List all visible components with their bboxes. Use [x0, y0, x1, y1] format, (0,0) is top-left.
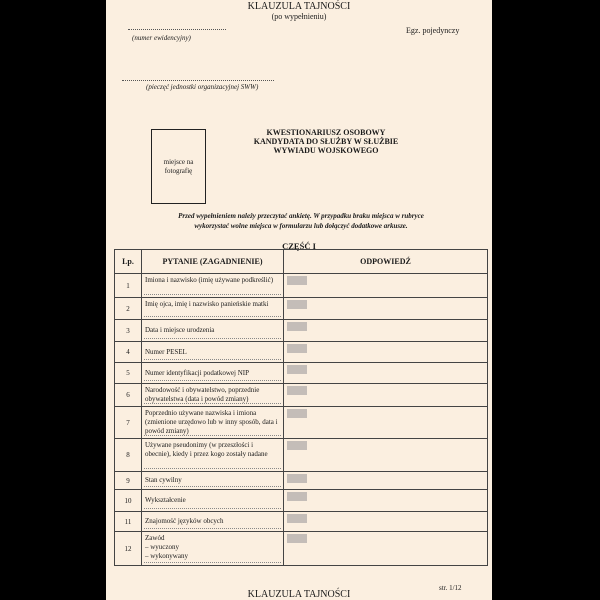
- question-dotted-line: [144, 435, 281, 436]
- answer-cell[interactable]: [284, 439, 488, 472]
- row-number: 10: [115, 490, 142, 512]
- part-title: CZĘŚĆ I: [282, 241, 316, 251]
- answer-field[interactable]: [287, 409, 307, 418]
- row-number: 1: [115, 274, 142, 298]
- question-text: Narodowość i obywatelstwo, poprzednie obywatelstwa (data i powód zmiany): [145, 386, 260, 403]
- classification-header: KLAUZULA TAJNOŚCI: [247, 1, 351, 12]
- answer-field[interactable]: [287, 441, 307, 450]
- question-dotted-line: [144, 486, 281, 487]
- answer-field[interactable]: [287, 492, 307, 501]
- answer-field[interactable]: [287, 386, 307, 395]
- answer-field[interactable]: [287, 322, 307, 331]
- answer-cell[interactable]: [284, 320, 488, 342]
- question-dotted-line: [144, 403, 281, 404]
- question-cell: [142, 274, 284, 298]
- table-row: [115, 274, 488, 298]
- question-dotted-line: [144, 380, 281, 381]
- question-text: Zawód – wyuczony – wykonywany: [145, 534, 188, 560]
- table-row: [115, 298, 488, 320]
- answer-field[interactable]: [287, 514, 307, 523]
- table-row: [115, 363, 488, 384]
- question-dotted-line: [144, 294, 281, 295]
- table-row: [115, 490, 488, 512]
- answer-field[interactable]: [287, 534, 307, 543]
- stamp-label: (pieczęć jednostki organizacyjnej SWW): [146, 83, 259, 91]
- row-number: 12: [115, 532, 142, 566]
- question-dotted-line: [144, 562, 281, 563]
- row-number: 7: [115, 407, 142, 439]
- answer-field[interactable]: [287, 365, 307, 374]
- question-cell: [142, 384, 284, 407]
- form-title-line: KWESTIONARIUSZ OSOBOWY: [266, 128, 386, 137]
- question-cell: [142, 472, 284, 490]
- question-text: Numer PESEL: [145, 347, 187, 356]
- header-lp: Lp.: [115, 250, 142, 274]
- copy-label: Egz. pojedynczy: [406, 26, 460, 35]
- question-dotted-line: [144, 528, 281, 529]
- form-title-line: WYWIADU WOJSKOWEGO: [273, 146, 379, 155]
- row-number: 2: [115, 298, 142, 320]
- question-cell: [142, 532, 284, 566]
- question-dotted-line: [144, 316, 281, 317]
- form-title-line: KANDYDATA DO SŁUŻBY W SŁUŻBIE: [253, 137, 399, 146]
- question-text: Wykształcenie: [145, 496, 186, 504]
- table-row: [115, 407, 488, 439]
- answer-field[interactable]: [287, 474, 307, 483]
- classification-note: (po wypełnieniu): [271, 12, 327, 21]
- row-number: 8: [115, 439, 142, 472]
- photo-box: [151, 129, 206, 204]
- question-cell: [142, 320, 284, 342]
- answer-cell[interactable]: [284, 384, 488, 407]
- answer-cell[interactable]: [284, 342, 488, 363]
- answer-field[interactable]: [287, 276, 307, 285]
- question-text: Używane pseudonimy (w przeszłości i obecnie), kiedy i przez kogo zostały nadane: [145, 441, 268, 458]
- question-text: Imiona i nazwisko (imię używane podkreślić): [145, 276, 274, 284]
- question-cell: [142, 342, 284, 363]
- answer-cell[interactable]: [284, 472, 488, 490]
- table-row: [115, 532, 488, 566]
- question-dotted-line: [144, 359, 281, 360]
- question-cell: [142, 512, 284, 532]
- question-cell: [142, 298, 284, 320]
- header-answer: ODPOWIEDŹ: [284, 250, 488, 274]
- question-text: Stan cywilny: [145, 476, 182, 484]
- row-number: 3: [115, 320, 142, 342]
- record-number-label: (numer ewidencyjny): [132, 34, 191, 42]
- record-number-line: [128, 29, 226, 30]
- table-row: [115, 320, 488, 342]
- question-text: Numer identyfikacji podatkowej NIP: [145, 368, 250, 377]
- question-text: Data i miejsce urodzenia: [145, 326, 215, 334]
- answer-cell[interactable]: [284, 274, 488, 298]
- stamp-line: [122, 80, 274, 81]
- instructions: [136, 211, 466, 231]
- row-number: 5: [115, 363, 142, 384]
- question-dotted-line: [144, 338, 281, 339]
- question-cell: [142, 439, 284, 472]
- header-question: PYTANIE (ZAGADNIENIE): [142, 250, 284, 274]
- page-number: str. 1/12: [439, 584, 462, 592]
- table-row: [115, 472, 488, 490]
- question-text: Imię ojca, imię i nazwisko panieńskie matki: [145, 300, 269, 308]
- answer-cell[interactable]: [284, 407, 488, 439]
- row-number: 11: [115, 512, 142, 532]
- row-number: 6: [115, 384, 142, 407]
- answer-field[interactable]: [287, 300, 307, 309]
- answer-cell[interactable]: [284, 532, 488, 566]
- instructions-line: Przed wypełnieniem należy przeczytać ankietę. W przypadku braku miejsca w rubryce: [178, 212, 424, 220]
- row-number: 4: [115, 342, 142, 363]
- document-page: [106, 0, 492, 600]
- table-row: [115, 384, 488, 407]
- question-text: Znajomość języków obcych: [145, 517, 224, 525]
- question-cell: [142, 407, 284, 439]
- classification-footer: KLAUZULA TAJNOŚCI: [247, 589, 351, 600]
- answer-field[interactable]: [287, 344, 307, 353]
- table-row: [115, 512, 488, 532]
- question-cell: [142, 490, 284, 512]
- row-number: 9: [115, 472, 142, 490]
- instructions-line: wykorzystać wolne miejsca w formularzu lub dołączyć dodatkowe arkusze.: [194, 222, 408, 230]
- answer-cell[interactable]: [284, 298, 488, 320]
- question-cell: [142, 363, 284, 384]
- questionnaire-table: [114, 249, 488, 566]
- answer-cell[interactable]: [284, 512, 488, 532]
- question-text: Poprzednio używane nazwiska i imiona (zmienione urzędowo lub w inny sposób, data i powód zmiany): [145, 409, 278, 435]
- form-title: [246, 128, 406, 155]
- photo-box-label: miejsce na fotografię: [163, 157, 194, 175]
- question-dotted-line: [144, 468, 281, 469]
- answer-cell[interactable]: [284, 490, 488, 512]
- table-header-row: [115, 250, 488, 274]
- table-row: [115, 439, 488, 472]
- table-row: [115, 342, 488, 363]
- question-dotted-line: [144, 508, 281, 509]
- answer-cell[interactable]: [284, 363, 488, 384]
